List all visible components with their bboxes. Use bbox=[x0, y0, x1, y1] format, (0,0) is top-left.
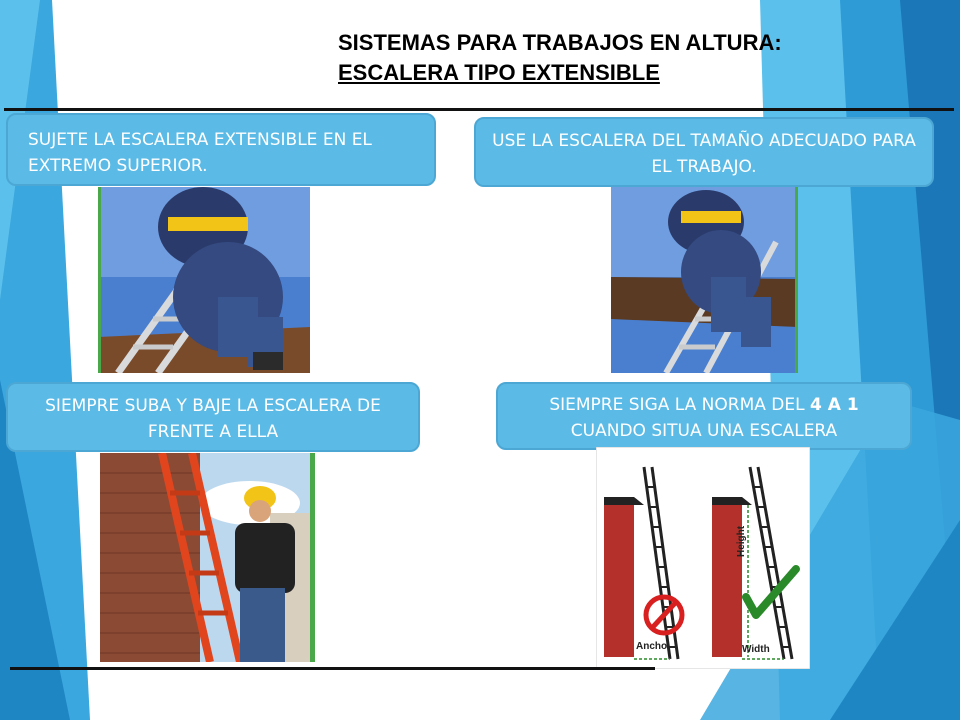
callout-frente bbox=[6, 382, 420, 452]
label-width: Width bbox=[742, 644, 770, 655]
diagram-four-to-one-rule bbox=[596, 447, 810, 669]
callout-norma-ratio: 4 A 1 bbox=[810, 395, 859, 415]
label-ancho: Ancho bbox=[636, 641, 668, 652]
callout-tamano-text: USE LA ESCALERA DEL TAMAÑO ADECUADO PARA EL TRABAJO. bbox=[492, 131, 916, 177]
bottom-divider bbox=[10, 667, 655, 670]
callout-sujete bbox=[6, 113, 436, 186]
photo-worker-orange-ladder bbox=[100, 453, 315, 662]
label-height: Height bbox=[736, 525, 747, 557]
slide-title bbox=[338, 28, 782, 88]
title-line-2: ESCALERA TIPO EXTENSIBLE bbox=[338, 60, 660, 85]
callout-sujete-text: SUJETE LA ESCALERA EXTENSIBLE EN EL EXTREMO SUPERIOR. bbox=[28, 130, 372, 176]
callout-frente-text: SIEMPRE SUBA Y BAJE LA ESCALERA DE FRENTE A ELLA bbox=[45, 396, 381, 442]
callout-norma-line-2: CUANDO SITUA UNA ESCALERA bbox=[570, 421, 838, 441]
callout-norma-line-1 bbox=[508, 392, 900, 418]
callout-norma-prefix: SIEMPRE SIGA LA NORMA DEL bbox=[549, 395, 810, 415]
callout-tamano bbox=[474, 117, 934, 187]
title-line-1: SISTEMAS PARA TRABAJOS EN ALTURA: bbox=[338, 30, 782, 55]
top-divider bbox=[4, 108, 954, 111]
photo-worker-climbing-2 bbox=[611, 187, 798, 373]
photo-worker-climbing-1 bbox=[98, 187, 310, 373]
callout-norma bbox=[496, 382, 912, 450]
